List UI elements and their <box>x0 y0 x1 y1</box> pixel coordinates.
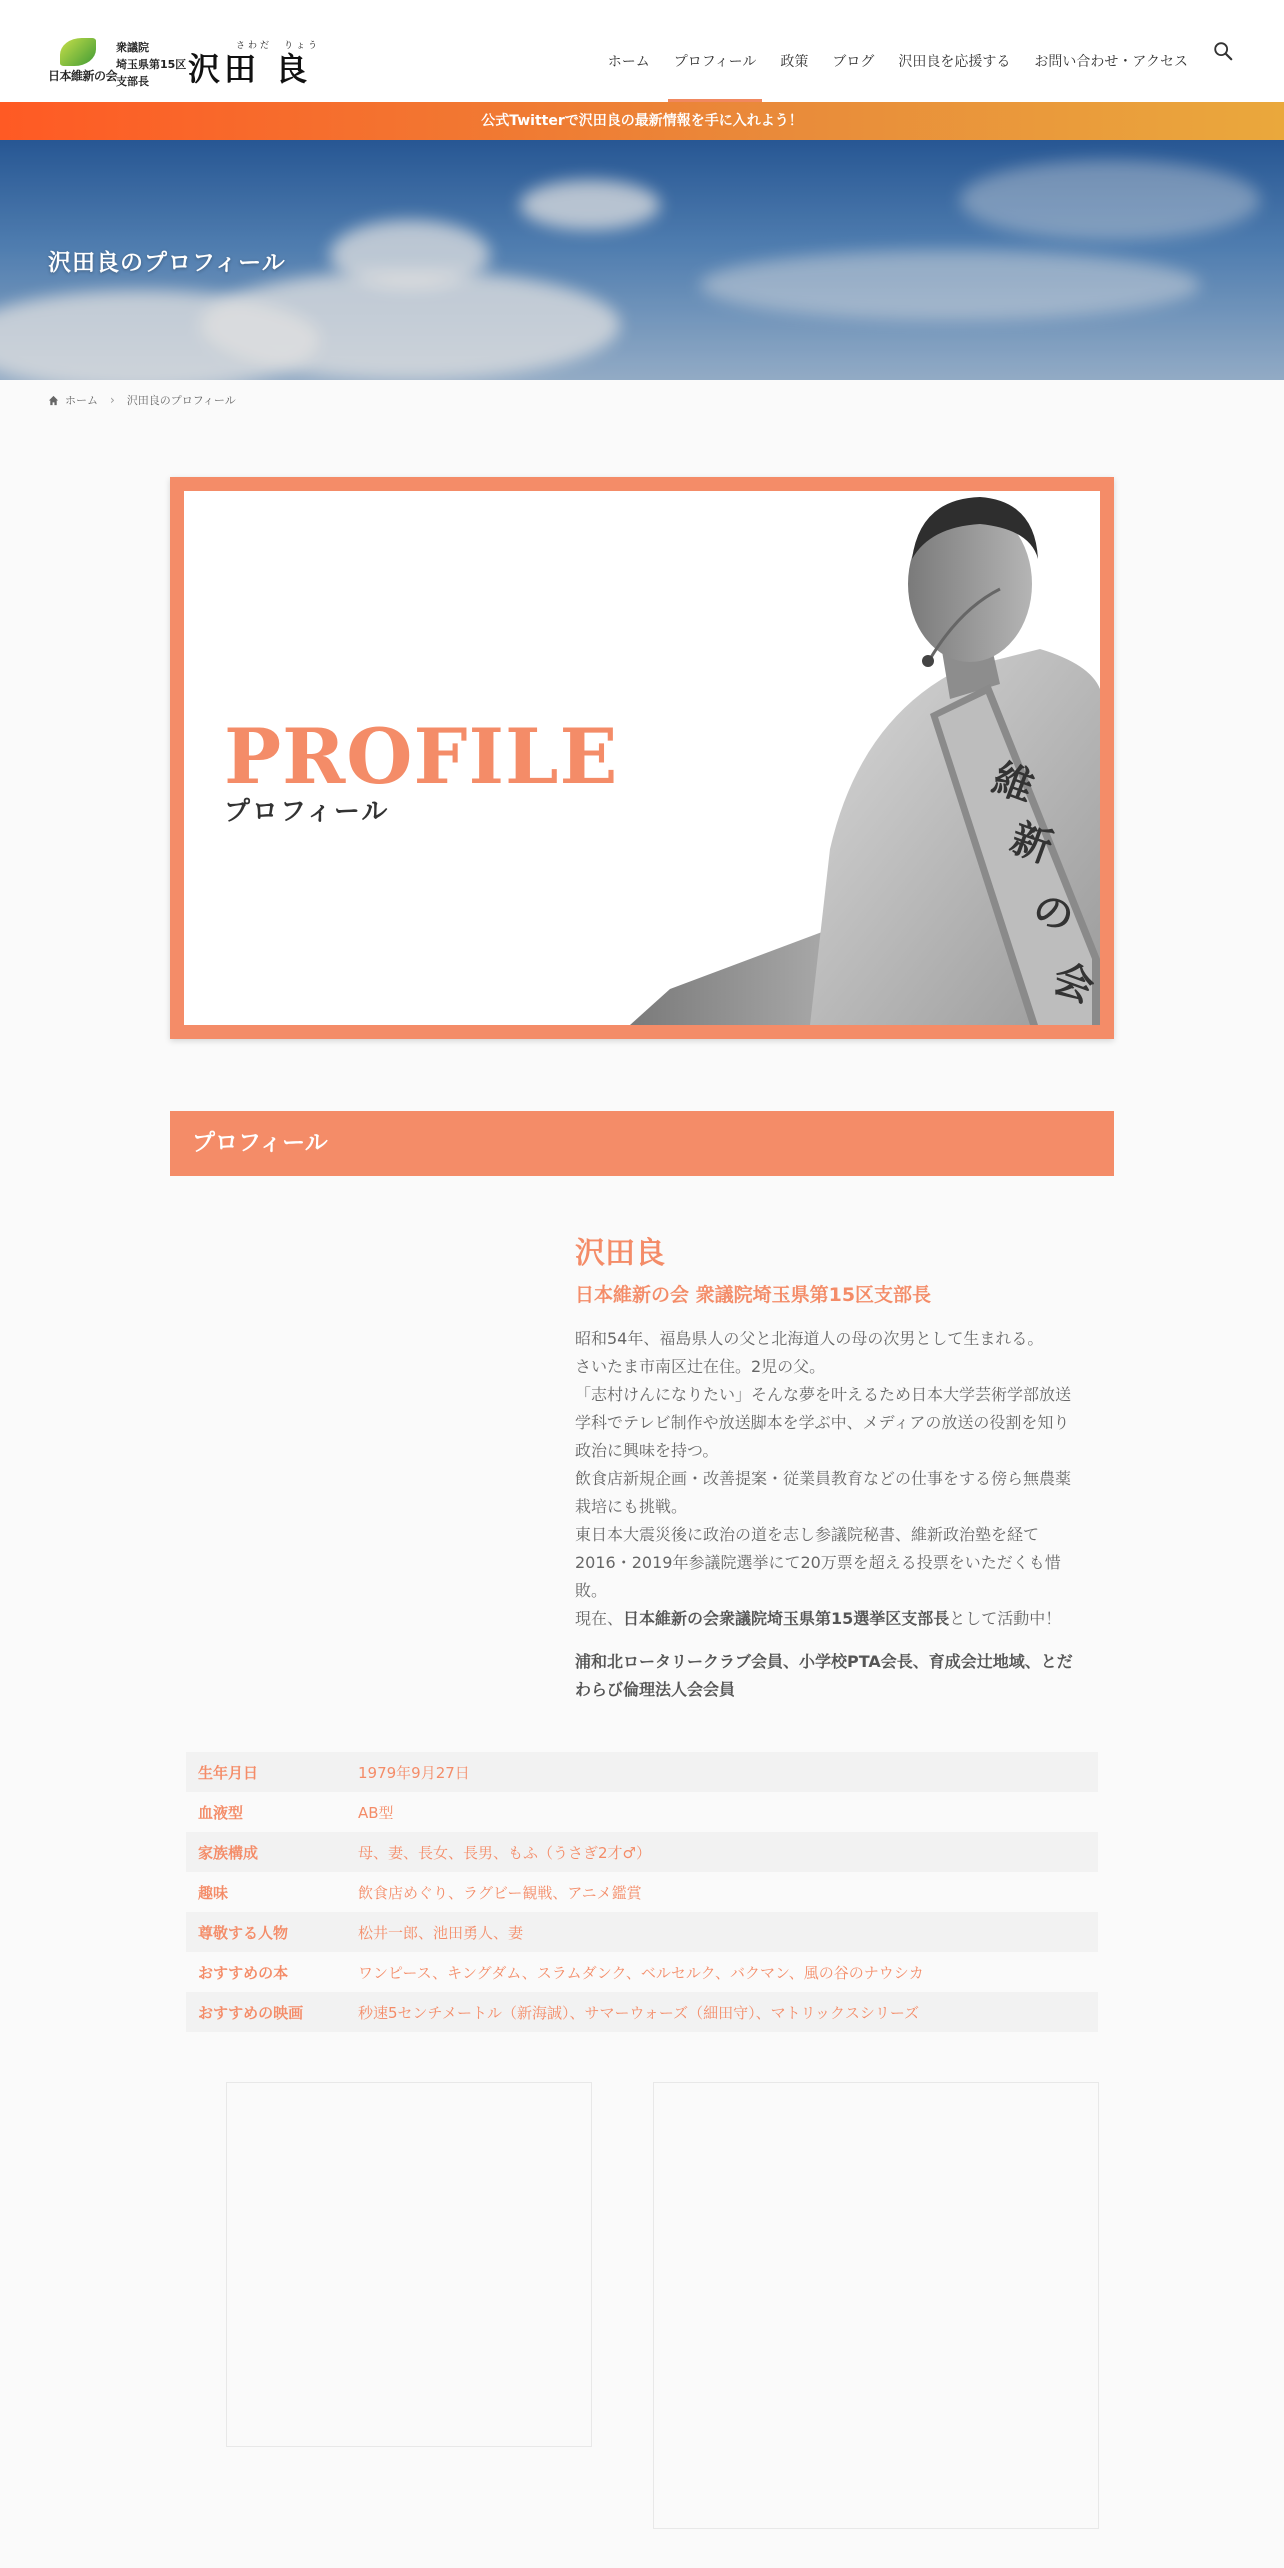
table-value: 秒速5センチメートル（新海誠）、サマーウォーズ（細田守）、マトリックスシリーズ <box>346 1992 1098 2032</box>
banner-subtitle: プロフィール <box>224 797 390 827</box>
banner-inner <box>184 491 1100 1025</box>
table-key: 生年月日 <box>186 1752 346 1792</box>
table-row <box>186 1832 1098 1872</box>
nav-item-support[interactable]: 沢田良を応援する <box>898 54 1011 70</box>
search-icon[interactable] <box>1212 40 1234 62</box>
sash-lettering: 新 <box>1004 814 1059 873</box>
bio-line: 東日本大震災後に政治の道を志し参議院秘書、維新政治塾を経て2016・2019年参議院選挙にて20万票を超える投票をいただくも惜敗。 <box>575 1525 1061 1600</box>
bio-line: 飲食店新規企画・改善提案・従業員教育などの仕事をする傍ら無農薬栽培にも挑戦。 <box>575 1469 1072 1516</box>
table-key: おすすめの本 <box>186 1952 346 1992</box>
logo-subtitle: 衆議院 埼玉県第15区 支部長 <box>116 41 187 88</box>
site-logo[interactable] <box>46 34 321 88</box>
table-row <box>186 1872 1098 1912</box>
candidate-photo <box>630 491 1100 1025</box>
table-row <box>186 1792 1098 1832</box>
table-row <box>186 1912 1098 1952</box>
table-key: おすすめの映画 <box>186 1992 346 2032</box>
nav-item-policy[interactable]: 政策 <box>780 54 809 70</box>
bio-line: 「志村けんになりたい」そんな夢を叶えるため日本大学芸術学部放送学科でテレビ制作や放送脚本を学ぶ中、メディアの放送の役割を知り政治に興味を持つ。 <box>575 1385 1072 1460</box>
breadcrumb-current: 沢田良のプロフィール <box>126 394 236 407</box>
table-row <box>186 1952 1098 1992</box>
leaf-logo-icon <box>60 38 96 66</box>
breadcrumb-home[interactable]: ホーム <box>65 394 98 407</box>
name-ruby: さわだ りょう <box>236 41 321 51</box>
main-nav <box>584 0 1284 102</box>
party-name: 日本維新の会 <box>48 69 118 83</box>
profile-bio <box>575 1325 1077 1633</box>
bio-current-prefix: 現在、 <box>575 1609 624 1628</box>
table-value: AB型 <box>346 1792 1098 1832</box>
bio-current-title: 日本維新の会衆議院埼玉県第15選挙区支部長 <box>623 1609 950 1628</box>
logo-name: 沢田 良 <box>188 50 312 88</box>
profile-memberships: 浦和北ロータリークラブ会員、小学校PTA会長、育成会辻地域、とだわらび倫理法人会会員 <box>575 1652 1073 1699</box>
profile-banner <box>170 477 1114 1039</box>
table-value: 松井一郎、池田勇人、妻 <box>346 1912 1098 1952</box>
nav-item-contact[interactable]: お問い合わせ・アクセス <box>1034 54 1188 70</box>
bio-line: 昭和54年、福島県人の父と北海道人の母の次男として生まれる。 <box>575 1329 1044 1348</box>
banner-title: PROFILE <box>224 712 619 801</box>
profile-role: 日本維新の会 衆議院埼玉県第15区支部長 <box>575 1284 932 1306</box>
table-key: 尊敬する人物 <box>186 1912 346 1952</box>
table-key: 血液型 <box>186 1792 346 1832</box>
site-header <box>0 0 1284 102</box>
table-value: ワンピース、キングダム、スラムダンク、ベルセルク、バクマン、風の谷のナウシカ <box>346 1952 1098 1992</box>
table-key: 趣味 <box>186 1872 346 1912</box>
nav-item-profile[interactable]: プロフィール <box>674 0 757 102</box>
embed-frame-right[interactable] <box>653 2082 1099 2529</box>
bio-line: さいたま市南区辻在住。2児の父。 <box>575 1357 826 1376</box>
table-value: 1979年9月27日 <box>346 1752 1098 1792</box>
table-value: 飲食店めぐり、ラグビー観戦、アニメ鑑賞 <box>346 1872 1098 1912</box>
twitter-notice-bar[interactable]: 公式Twitterで沢田良の最新情報を手に入れよう！ <box>0 102 1284 140</box>
breadcrumb <box>48 392 236 408</box>
page-title: 沢田良のプロフィール <box>48 250 286 276</box>
table-key: 家族構成 <box>186 1832 346 1872</box>
table-row <box>186 1992 1098 2032</box>
nav-item-blog[interactable]: ブログ <box>832 54 875 70</box>
sash-lettering: 会 <box>1046 954 1100 1013</box>
page-hero <box>0 140 1284 380</box>
table-row <box>186 1752 1098 1792</box>
profile-name: 沢田良 <box>575 1236 665 1271</box>
embed-frame-left[interactable] <box>226 2082 592 2447</box>
home-icon <box>48 395 59 406</box>
bio-current <box>575 1605 1077 1633</box>
sash-lettering: 維 <box>986 754 1041 813</box>
sash-lettering: の <box>1026 884 1081 943</box>
profile-table <box>186 1752 1098 2032</box>
nav-item-home[interactable]: ホーム <box>607 54 650 70</box>
section-heading-profile: プロフィール <box>170 1111 1114 1176</box>
chevron-right-icon: › <box>110 393 115 407</box>
table-value: 母、妻、長女、長男、もふ（うさぎ2才♂） <box>346 1832 1098 1872</box>
bio-current-suffix: として活動中！ <box>949 1609 1062 1628</box>
